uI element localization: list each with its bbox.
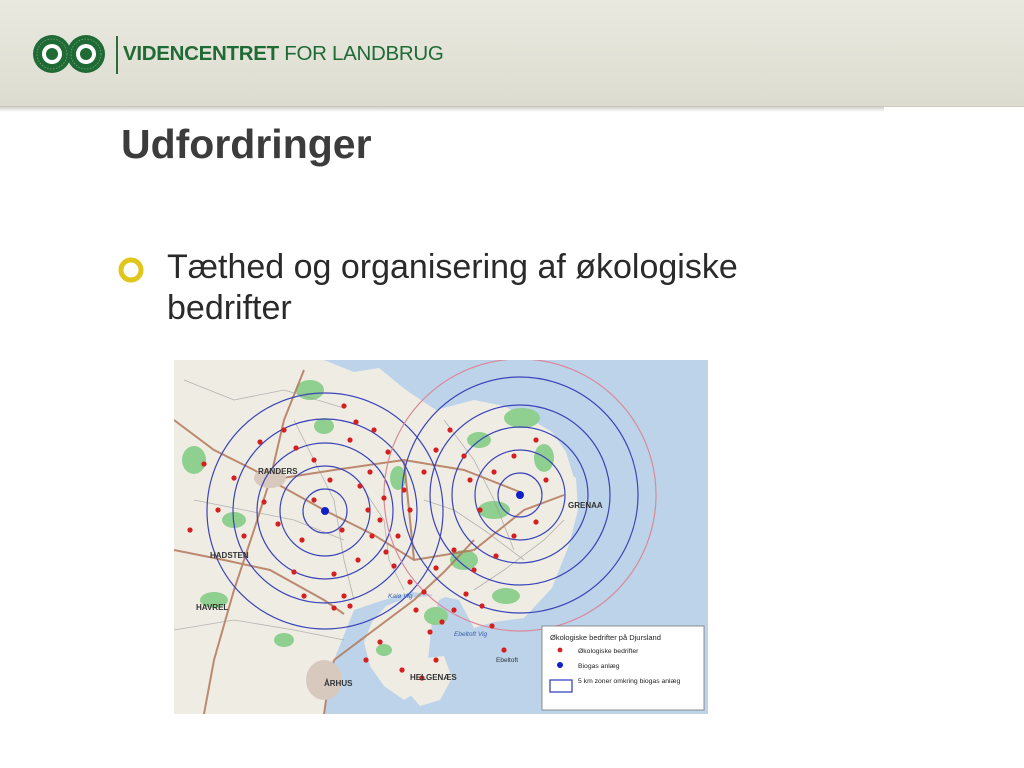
label-helgenaes: HELGENÆS <box>410 673 457 682</box>
biogas-plant-east <box>516 491 524 499</box>
bullet-text: Tæthed og organisering af økologiske bedrifter <box>167 248 738 327</box>
landbrug-logo-icon <box>30 32 110 76</box>
label-ebeltoft-vig: Ebeltoft Vig <box>454 631 488 638</box>
label-kaloe-vig: Kalø Vig <box>388 593 413 600</box>
legend-farm-label: Økologiske bedrifter <box>578 648 639 655</box>
label-aarhus: ÅRHUS <box>324 679 353 688</box>
biogas-plant-west <box>321 507 329 515</box>
header-shadow <box>0 106 884 112</box>
ring-bullet-icon <box>118 257 144 283</box>
legend-biogas-dot-icon <box>557 662 563 668</box>
map-svg <box>174 360 708 714</box>
label-hadsten: HADSTEN <box>210 551 249 560</box>
logo-divider <box>116 36 118 74</box>
legend-zone-label: 5 km zoner omkring biogas anlæg <box>578 678 681 685</box>
label-ebeltoft: Ebeltoft <box>496 657 519 664</box>
slide-title: Udfordringer <box>121 121 372 167</box>
brand-rest: FOR LANDBRUG <box>278 42 444 65</box>
map-legend <box>542 626 704 710</box>
brand-name <box>123 42 444 66</box>
legend-farm-dot-icon <box>558 648 563 653</box>
label-havrel: HAVREL <box>196 603 229 612</box>
legend-biogas-label: Biogas anlæg <box>578 663 620 670</box>
label-grenaa: GRENAA <box>568 501 603 510</box>
label-randers: RANDERS <box>258 467 298 476</box>
djursland-map <box>174 360 708 714</box>
brand-bold: VIDENCENTRET <box>123 42 279 65</box>
legend-title: Økologiske bedrifter på Djursland <box>550 633 661 642</box>
